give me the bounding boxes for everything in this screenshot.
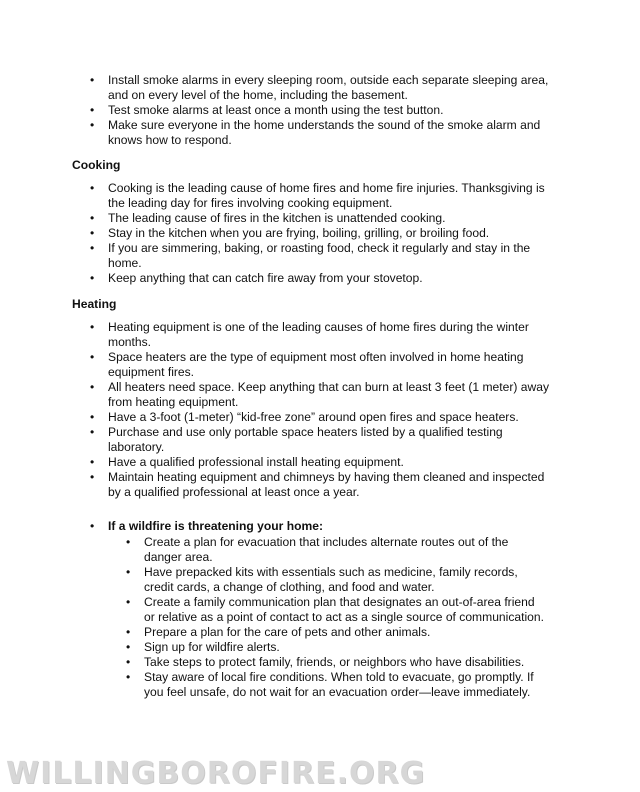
- list-item: • Make sure everyone in the home understands the sound of the smoke alarm and knows how to respond.: [90, 118, 550, 148]
- list-item: • Have a qualified professional install heating equipment.: [90, 455, 550, 470]
- list-item: • If you are simmering, baking, or roasting food, check it regularly and stay in the home.: [90, 241, 550, 271]
- list-item: • Have a 3-foot (1-meter) “kid-free zone” around open fires and space heaters.: [90, 410, 550, 425]
- list-item: • Create a plan for evacuation that includes alternate routes out of the danger area.: [126, 535, 546, 565]
- list-item: • Space heaters are the type of equipment most often involved in home heating equipment fires.: [90, 350, 550, 380]
- cooking-heading: Cooking: [72, 158, 121, 172]
- list-item: • Maintain heating equipment and chimneys by having them cleaned and inspected by a qualified professional at least once a year.: [90, 470, 550, 500]
- list-item: • Sign up for wildfire alerts.: [126, 640, 546, 655]
- list-item: • Test smoke alarms at least once a month using the test button.: [90, 103, 550, 118]
- heating-heading: Heating: [72, 297, 117, 311]
- list-item: • All heaters need space. Keep anything that can burn at least 3 feet (1 meter) away from heating equipment.: [90, 380, 550, 410]
- heating-list: [90, 320, 550, 500]
- list-item: • Create a family communication plan that designates an out-of-area friend or relative as a point of contact to act as a single source of communication.: [126, 595, 546, 625]
- site-watermark: WILLINGBOROFIRE.ORG: [6, 756, 426, 791]
- list-item: • Cooking is the leading cause of home fires and home fire injuries. Thanksgiving is the leading day for fires involving cooking equipment.: [90, 181, 550, 211]
- list-item: • Take steps to protect family, friends, or neighbors who have disabilities.: [126, 655, 546, 670]
- list-item: • Install smoke alarms in every sleeping room, outside each separate sleeping area, and on every level of the home, including the basement.: [90, 73, 550, 103]
- list-item: • The leading cause of fires in the kitchen is unattended cooking.: [90, 211, 550, 226]
- wildfire-intro: • If a wildfire is threatening your home:: [90, 519, 568, 534]
- list-item: • Heating equipment is one of the leading causes of home fires during the winter months.: [90, 320, 550, 350]
- list-item: • Purchase and use only portable space heaters listed by a qualified testing laboratory.: [90, 425, 550, 455]
- smoke-alarm-list: [90, 73, 550, 148]
- cooking-list: [90, 181, 550, 286]
- list-item: • Have prepacked kits with essentials such as medicine, family records, credit cards, a change of clothing, and food and water.: [126, 565, 546, 595]
- list-item: • Stay in the kitchen when you are frying, boiling, grilling, or broiling food.: [90, 226, 550, 241]
- list-item: • Keep anything that can catch fire away from your stovetop.: [90, 271, 550, 286]
- list-item: • Stay aware of local fire conditions. When told to evacuate, go promptly. If you feel unsafe, do not wait for an evacuation order—leave immediately.: [126, 670, 546, 700]
- wildfire-list: [126, 535, 546, 700]
- list-item: • Prepare a plan for the care of pets and other animals.: [126, 625, 546, 640]
